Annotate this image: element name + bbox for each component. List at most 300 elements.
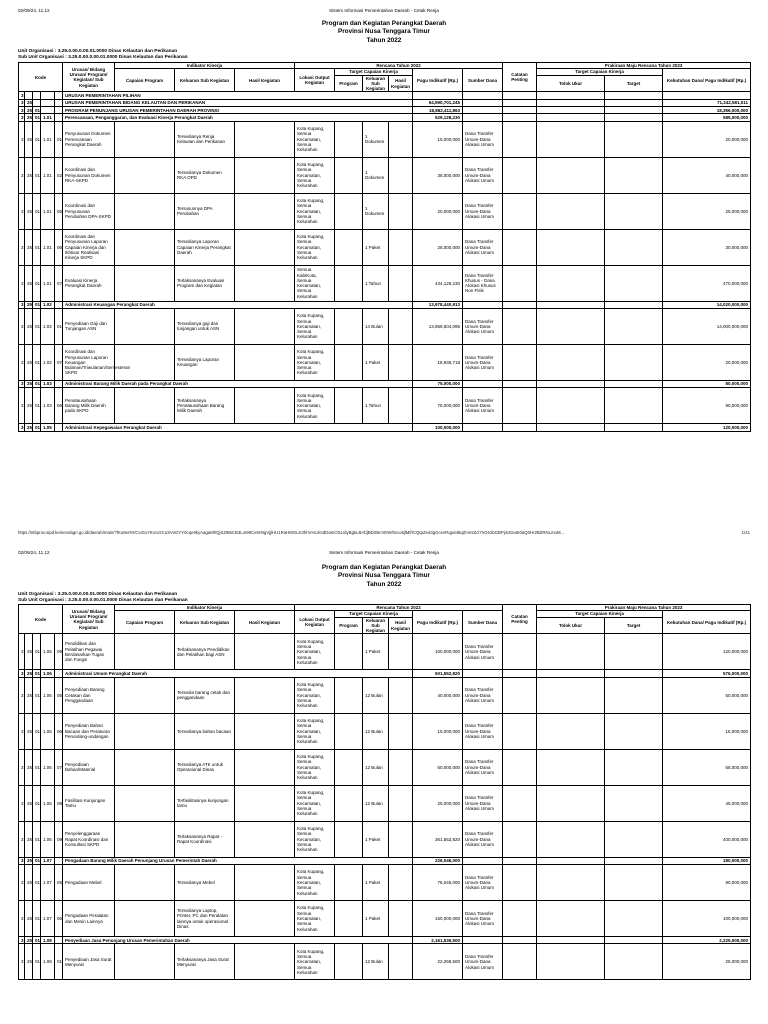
pagu-cell: 529,128,230 [413, 114, 463, 121]
program-table [18, 62, 751, 432]
target-keluaran-cell: 12 Bulan [363, 677, 389, 713]
col-pagu: Pagu Indikatif (Rp.) [413, 69, 463, 92]
kebutuhan-cell: 14,020,000,000 [663, 301, 751, 308]
kode-cell [55, 424, 63, 431]
kode-cell: 05 [55, 865, 63, 901]
pagu-cell: 75,000,000 [413, 380, 463, 387]
kode-cell: 25 [25, 424, 33, 431]
table-row [19, 713, 751, 749]
kebutuhan-cell: 18,356,000,000 [663, 107, 751, 114]
keluaran-cell: Terlaksananya Penatausahaan Barang Milik Daerah [175, 388, 235, 424]
kebutuhan-cell: 2,225,000,000 [663, 937, 751, 944]
document-page-2 [0, 542, 768, 1024]
kode-cell: 1.06 [41, 749, 55, 785]
kegiatan-name: Penyusunan Dokumen Perencanaan Perangkat Daerah [63, 121, 115, 157]
table-row [19, 821, 751, 857]
kode-cell: 3 [19, 749, 25, 785]
keluaran-cell: Tersedianya gaji dan tunjangan untuk ASN [175, 308, 235, 344]
keluaran-cell: Tersedianya Laporan Capaian Kinerja Perangkat Daerah [175, 229, 235, 265]
kode-cell: 25 [25, 301, 33, 308]
kode-cell: 25 [25, 114, 33, 121]
target-keluaran-cell: 12 Bulan [363, 713, 389, 749]
kebutuhan-cell: 120,000,000 [663, 634, 751, 670]
kode-cell: 1.07 [41, 901, 55, 937]
footer-url[interactable]: https://ntbprov.sipd.kemendagri.go.id/daerah/main/?fKu8erNVCUGo7KroUzCuSVoGYY0cqe9kyAagaMhQjSZ9t6CB3LoI99Ce5r9IgVjjlHU1RaHMGLK3hhVHLrkndDamOSL/dyBgkLBAb]BDZBcVEW/8xco6jlMf/ICQtpZed3gGcevRqp/e8tqZmmtZcl7nG61bGBPj4cIDu6I0aQ0Hr2BZRNLmuM... [18, 530, 565, 535]
keluaran-cell: Terlaksananya Pendidikan dan Pelatihan bagi ASN [175, 634, 235, 670]
kode-cell: 06 [55, 388, 63, 424]
sumber-dana-cell: Dana Transfer Umum-Dana Alokasi Umum [463, 785, 503, 821]
kode-cell: 3 [19, 713, 25, 749]
keluaran-cell: Terfasilitasinya kunjungan tamu [175, 785, 235, 821]
col-prakiraan: Prakiraan Maju Rencana Tahun 2023 [537, 63, 751, 69]
kode-cell: 3 [19, 114, 25, 121]
print-app-title: Sistem Informasi Pemerintahan Daerah - Cetak Renja [329, 8, 439, 13]
sumber-dana-cell: Dana Transfer Umum-Dana Alokasi Umum [463, 229, 503, 265]
kode-cell: 3 [19, 388, 25, 424]
kode-cell: 25 [25, 937, 33, 944]
target-keluaran-cell: 1 Paket [363, 229, 389, 265]
kode-cell: 3 [19, 308, 25, 344]
kode-cell: 3 [19, 865, 25, 901]
lokasi-cell: Kota Kupang, Semua Kecamatan, Semua Kelurahan [295, 157, 335, 193]
kode-cell: 06 [55, 901, 63, 937]
table-row [19, 92, 751, 99]
sumber-dana-cell: Dana Transfer Umum-Dana Alokasi Umum [463, 901, 503, 937]
sumber-dana-cell: Dana Transfer Umum-Dana Alokasi Umum [463, 308, 503, 344]
kebutuhan-cell: 71,242,581,011 [663, 99, 751, 106]
col-lokasi: Lokasi Output Kegiatan [295, 611, 335, 634]
kode-cell: 3 [19, 670, 25, 677]
kode-cell: 25 [25, 265, 33, 301]
kebutuhan-cell: 50,000,000 [663, 677, 751, 713]
col-urusan: Urusan/ Bidang Urusan/ Program/ Kegiatan/ Sub Kegiatan [63, 605, 115, 634]
kode-cell: 01 [33, 424, 41, 431]
col-keluaran: Keluaran Sub Kegiatan [363, 75, 389, 92]
col-kebutuhan: Kebutuhan Dana/ Pagu Indikatif (Rp.) [663, 611, 751, 634]
heading-name: Administrasi Kepegawaian Perangkat Daerah [63, 424, 413, 431]
kode-cell: 3 [19, 857, 25, 864]
keluaran-cell: Terlaksananya Rapat - Rapat Koordinasi [175, 821, 235, 857]
col-catatan: Catatan Penting [503, 605, 537, 634]
kebutuhan-cell: 30,000,000 [663, 229, 751, 265]
footer-page-number: 1/41 [741, 530, 750, 535]
kode-cell [41, 107, 55, 114]
kode-cell: 01 [33, 114, 41, 121]
table-row [19, 424, 751, 431]
table-row [19, 865, 751, 901]
kode-cell: 01 [33, 265, 41, 301]
pagu-cell: 54,590,701,245 [413, 99, 463, 106]
kebutuhan-cell: 25,000,000 [663, 193, 751, 229]
kode-cell: 1.01 [41, 265, 55, 301]
table-row [19, 380, 751, 387]
col-program: Program [335, 617, 363, 634]
heading-name: URUSAN PEMERINTAHAN BIDANG KELAUTAN DAN PERIKANAN [63, 99, 413, 106]
keluaran-cell: Terlaksananya Evaluasi Program dan Kegiatan [175, 265, 235, 301]
pagu-cell: 60,000,000 [413, 749, 463, 785]
col-hasil: Hasil Kegiatan [235, 69, 295, 92]
sumber-dana-cell: Dana Transfer Umum-Dana Alokasi Umum [463, 944, 503, 980]
keluaran-cell: Tersedia barang cetak dan penggandaan [175, 677, 235, 713]
document-title: Program dan Kegiatan Perangkat Daerah Provinsi Nusa Tenggara Timur Tahun 2022 [321, 564, 447, 588]
col-capaian: Capaian Program [115, 611, 175, 634]
kode-cell: 06 [55, 713, 63, 749]
table-row [19, 944, 751, 980]
kode-cell: 25 [25, 944, 33, 980]
target-keluaran-cell: 12 Bulan [363, 785, 389, 821]
col-target-value: Target [605, 617, 663, 634]
kode-cell: 25 [25, 865, 33, 901]
kode-cell: 25 [25, 107, 33, 114]
lokasi-cell: Kota Kupang, Semua Kecamatan, Semua Kelurahan [295, 749, 335, 785]
kode-cell: 25 [25, 121, 33, 157]
kegiatan-name: Pendidikan dan Pelatihan Pegawai Berdasarkan Tugas dan Fungsi [63, 634, 115, 670]
col-sumber: Sumber Dana [463, 611, 503, 634]
kode-cell: 01 [33, 901, 41, 937]
kebutuhan-cell: 14,000,000,000 [663, 308, 751, 344]
kebutuhan-cell: 80,000,000 [663, 380, 751, 387]
table-row [19, 265, 751, 301]
kebutuhan-cell: 576,000,000 [663, 670, 751, 677]
col-tolok-ukur: Tolok Ukur [537, 617, 605, 634]
kode-cell: 25 [25, 634, 33, 670]
col-hasil-kegiatan: Hasil Kegiatan [389, 75, 413, 92]
target-keluaran-cell: 1 Paket [363, 634, 389, 670]
kode-cell: 1.05 [41, 634, 55, 670]
kode-cell: 25 [25, 229, 33, 265]
kegiatan-name: Koordinasi dan Penyusunan Laporan Capaian Kinerja dan Ikhtisar Realisasi Kinerja SKPD [63, 229, 115, 265]
kode-cell: 01 [33, 670, 41, 677]
kode-cell: 3 [19, 265, 25, 301]
kebutuhan-cell: 16,000,000 [663, 713, 751, 749]
col-pagu: Pagu Indikatif (Rp.) [413, 611, 463, 634]
col-prakiraan: Prakiraan Maju Rencana Tahun 2023 [537, 605, 751, 611]
kode-cell: 02 [55, 157, 63, 193]
kode-cell: 3 [19, 424, 25, 431]
lokasi-cell: Semua Kab/Kota, Semua Kecamatan, Semua Kelurahan [295, 265, 335, 301]
kode-cell: 01 [33, 857, 41, 864]
kode-cell: 01 [33, 157, 41, 193]
kode-cell [55, 99, 63, 106]
col-program: Program [335, 75, 363, 92]
col-target: Target Capaian Kinerja [335, 611, 413, 617]
col-indikator: Indikator Kinerja [115, 605, 295, 611]
target-keluaran-cell: 1 Tahun [363, 265, 389, 301]
kode-cell: 25 [25, 670, 33, 677]
heading-name: URUSAN PEMERINTAHAN PILIHAN [63, 92, 413, 99]
kebutuhan-cell: 400,000,000 [663, 821, 751, 857]
kode-cell: 1.01 [41, 229, 55, 265]
kegiatan-name: Penyediaan Barang Cetakan dan Penggandaan [63, 677, 115, 713]
target-keluaran-cell: 1 Paket [363, 865, 389, 901]
target-keluaran-cell: 14 Bulan [363, 308, 389, 344]
page-footer [18, 530, 750, 535]
kode-cell [55, 670, 63, 677]
col-hasil: Hasil Kegiatan [235, 611, 295, 634]
table-row [19, 857, 751, 864]
lokasi-cell: Kota Kupang, Semua Kecamatan, Semua Kelurahan [295, 821, 335, 857]
lokasi-cell: Kota Kupang, Semua Kecamatan, Semua Kelurahan [295, 344, 335, 380]
pagu-cell: 35,000,000 [413, 157, 463, 193]
kode-cell: 05 [55, 677, 63, 713]
kode-cell: 1.02 [41, 308, 55, 344]
pagu-cell: 20,000,000 [413, 193, 463, 229]
keluaran-cell: Tersedianya Laporan Keuangan [175, 344, 235, 380]
heading-name: Penyediaan Jasa Penunjang Urusan Pemerintahan Daerah [63, 937, 413, 944]
kode-cell: 25 [25, 380, 33, 387]
kode-cell: 07 [55, 749, 63, 785]
col-target-2023: Target Capaian Kinerja [537, 69, 663, 75]
kode-cell: 1.02 [41, 301, 55, 308]
kegiatan-name: Penyediaan Jasa Surat Menyurat [63, 944, 115, 980]
kebutuhan-cell: 470,000,000 [663, 265, 751, 301]
pagu-cell: 226,046,000 [413, 857, 463, 864]
col-kebutuhan: Kebutuhan Dana/ Pagu Indikatif (Rp.) [663, 69, 751, 92]
pagu-cell: 100,000,000 [413, 424, 463, 431]
kebutuhan-cell: 20,000,000 [663, 121, 751, 157]
table-row [19, 107, 751, 114]
kode-cell: 01 [33, 388, 41, 424]
lokasi-cell: Kota Kupang, Semua Kecamatan, Semua Kelurahan [295, 634, 335, 670]
table-row [19, 121, 751, 157]
target-keluaran-cell: 1 Dokumen [363, 193, 389, 229]
kode-cell: 25 [25, 308, 33, 344]
kode-cell: 1.08 [41, 937, 55, 944]
heading-name: Pengadaan Barang Milik Daerah Penunjang Urusan Pemerintah Daerah [63, 857, 413, 864]
col-keluaran: Keluaran Sub Kegiatan [363, 617, 389, 634]
kode-cell: 25 [25, 99, 33, 106]
col-kode: Kode [19, 63, 63, 92]
kode-cell: 3 [19, 121, 25, 157]
kode-cell: 1.02 [41, 344, 55, 380]
heading-name: PROGRAM PENUNJANG URUSAN PEMERINTAHAN DAERAH PROVINSI [63, 107, 413, 114]
kegiatan-name: Penyelenggaraan Rapat Koordinasi dan Konsultasi SKPD [63, 821, 115, 857]
kode-cell: 1.07 [41, 865, 55, 901]
kode-cell: 25 [25, 157, 33, 193]
kode-cell: 01 [33, 308, 41, 344]
table-row [19, 193, 751, 229]
keluaran-cell: Tersedianya Renja Kelautan dan Perikanan [175, 121, 235, 157]
kode-cell: 1.07 [41, 857, 55, 864]
kode-cell: 01 [33, 107, 41, 114]
kode-cell: 25 [25, 193, 33, 229]
kode-cell: 3 [19, 99, 25, 106]
program-table [18, 604, 751, 980]
keluaran-cell: Terlaksananya Jasa Surat Menyurat [175, 944, 235, 980]
kode-cell: 25 [25, 821, 33, 857]
target-keluaran-cell: 1 Paket [363, 901, 389, 937]
sumber-dana-cell: Dana Transfer Khusus - Dana Alokasi Khusus Non Fisik [463, 265, 503, 301]
lokasi-cell: Kota Kupang, Semua Kecamatan, Semua Kelurahan [295, 901, 335, 937]
sumber-dana-cell: Dana Transfer Umum-Dana Alokasi Umum [463, 677, 503, 713]
kode-cell: 01 [33, 301, 41, 308]
kegiatan-name: Penatausahaan Barang Milik Daerah pada SKPD [63, 388, 115, 424]
kode-cell: 1.08 [41, 944, 55, 980]
kode-cell: 3 [19, 937, 25, 944]
col-keluaran-sub: Keluaran Sub Kegiatan [175, 611, 235, 634]
keluaran-cell: Tersusunnya DPA Perubahan [175, 193, 235, 229]
col-rencana: Rencana Tahun 2022 [295, 63, 503, 69]
kode-cell: 01 [33, 344, 41, 380]
lokasi-cell: Kota Kupang, Semua Kecamatan, Semua Kelurahan [295, 308, 335, 344]
pagu-cell: 40,000,000 [413, 677, 463, 713]
kode-cell [55, 380, 63, 387]
kegiatan-name: Koordinasi dan Penyusunan Laporan Keuangan Bulanan/Triwulanan/Semesteran SKPD [63, 344, 115, 380]
pagu-cell: 76,046,000 [413, 865, 463, 901]
kode-cell: 1.01 [41, 157, 55, 193]
kegiatan-name: Koordinasi dan Penyusunan Dokumen RKA-SKPD [63, 157, 115, 193]
kebutuhan-cell: 40,000,000 [663, 157, 751, 193]
kode-cell: 01 [33, 749, 41, 785]
kebutuhan-cell: 585,000,000 [663, 114, 751, 121]
table-row [19, 388, 751, 424]
kode-cell: 3 [19, 944, 25, 980]
kebutuhan-cell: 100,000,000 [663, 901, 751, 937]
sumber-dana-cell: Dana Transfer Umum-Dana Alokasi Umum [463, 865, 503, 901]
kode-cell: 25 [25, 677, 33, 713]
kode-cell: 25 [25, 749, 33, 785]
heading-name: Perencanaan, Penganggaran, dan Evaluasi Kinerja Perangkat Daerah [63, 114, 413, 121]
kode-cell: 3 [19, 901, 25, 937]
kode-cell: 01 [33, 713, 41, 749]
kode-cell: 3 [19, 785, 25, 821]
kode-cell: 01 [33, 229, 41, 265]
col-kode: Kode [19, 605, 63, 634]
sumber-dana-cell: Dana Transfer Umum-Dana Alokasi Umum [463, 749, 503, 785]
kode-cell: 01 [33, 785, 41, 821]
col-urusan: Urusan/ Bidang Urusan/ Program/ Kegiatan/ Sub Kegiatan [63, 63, 115, 92]
kode-cell: 3 [19, 107, 25, 114]
col-rencana: Rencana Tahun 2022 [295, 605, 503, 611]
pagu-cell: 25,000,000 [413, 785, 463, 821]
table-row [19, 785, 751, 821]
pagu-cell: 13,978,440,913 [413, 301, 463, 308]
kode-cell: 09 [55, 821, 63, 857]
table-row [19, 344, 751, 380]
kebutuhan-cell: 80,000,000 [663, 388, 751, 424]
kegiatan-name: Pengadaan Mebel [63, 865, 115, 901]
kode-cell: 06 [55, 229, 63, 265]
table-row [19, 114, 751, 121]
sumber-dana-cell: Dana Transfer Umum-Dana Alokasi Umum [463, 388, 503, 424]
col-capaian: Capaian Program [115, 69, 175, 92]
table-row [19, 99, 751, 106]
kode-cell: 01 [33, 121, 41, 157]
kegiatan-name: Koordinasi dan Penyusunan Perubahan DPA-SKPD [63, 193, 115, 229]
table-row [19, 937, 751, 944]
lokasi-cell: Kota Kupang, Semua Kecamatan, Semua Kelurahan [295, 677, 335, 713]
heading-name: Administrasi Keuangan Perangkat Daerah [63, 301, 413, 308]
kode-cell [55, 301, 63, 308]
kode-cell: 25 [25, 344, 33, 380]
pagu-cell: 434,128,230 [413, 265, 463, 301]
kode-cell [55, 937, 63, 944]
target-keluaran-cell: 1 Paket [363, 344, 389, 380]
col-tolok-ukur: Tolok Ukur [537, 75, 605, 92]
table-row [19, 677, 751, 713]
kode-cell: 05 [55, 193, 63, 229]
pagu-cell: 75,000,000 [413, 388, 463, 424]
pagu-cell [413, 92, 463, 99]
kode-cell: 01 [55, 944, 63, 980]
kegiatan-name: Penyediaan Bahan Bacaan dan Peraturan Perundang-undangan [63, 713, 115, 749]
kode-cell: 01 [55, 121, 63, 157]
pagu-cell: 18,862,411,863 [413, 107, 463, 114]
kode-cell: 3 [19, 821, 25, 857]
col-indikator: Indikator Kinerja [115, 63, 295, 69]
lokasi-cell: Kota Kupang, Semua Kecamatan, Semua Kelurahan [295, 193, 335, 229]
table-row [19, 157, 751, 193]
pagu-cell: 100,000,000 [413, 634, 463, 670]
pagu-cell: 15,000,000 [413, 121, 463, 157]
kode-cell [41, 99, 55, 106]
kode-cell: 25 [25, 901, 33, 937]
col-sumber: Sumber Dana [463, 69, 503, 92]
kebutuhan-cell: 65,000,000 [663, 749, 751, 785]
pagu-cell: 25,000,000 [413, 229, 463, 265]
target-keluaran-cell: 1 Dokumen [363, 157, 389, 193]
lokasi-cell: Kota Kupang, Semua Kecamatan, Semua Kelurahan [295, 944, 335, 980]
kode-cell [55, 114, 63, 121]
sumber-dana-cell: Dana Transfer Umum-Dana Alokasi Umum [463, 157, 503, 193]
kegiatan-name: Pengadaan Peralatan dan Mesin Lainnya [63, 901, 115, 937]
pagu-cell: 15,000,000 [413, 713, 463, 749]
kode-cell [41, 92, 55, 99]
lokasi-cell: Kota Kupang, Semua Kecamatan, Semua Kelurahan [295, 713, 335, 749]
keluaran-cell: Tersedianya Dokumen RKA OPD [175, 157, 235, 193]
org-unit: Unit Organisasi : 3.25.0.00.0.00.01.0000 Dinas Kelautan dan Perikanan Sub Unit Organisasi : 3.25.0.00.0.00.01.0000 Dinas Kelautan dan Perikanan [18, 49, 188, 60]
lokasi-cell: Kota Kupang, Semua Kecamatan, Semua Kelurahan [295, 229, 335, 265]
kode-cell: 01 [33, 821, 41, 857]
kegiatan-name: Penyediaan Bahan/Material [63, 749, 115, 785]
pagu-cell: 13,959,504,095 [413, 308, 463, 344]
kode-cell: 25 [25, 388, 33, 424]
col-target: Target Capaian Kinerja [335, 69, 413, 75]
document-title: Program dan Kegiatan Perangkat Daerah Provinsi Nusa Tenggara Timur Tahun 2022 [321, 20, 447, 44]
kebutuhan-cell: 45,000,000 [663, 785, 751, 821]
kode-cell: 25 [25, 713, 33, 749]
target-keluaran-cell: 12 Bulan [363, 944, 389, 980]
print-app-title: Sistem Informasi Pemerintahan Daerah - Cetak Renja [329, 550, 439, 555]
col-hasil-kegiatan: Hasil Kegiatan [389, 617, 413, 634]
org-unit: Unit Organisasi : 3.25.0.00.0.00.01.0000 Dinas Kelautan dan Perikanan Sub Unit Organisasi : 3.25.0.00.0.00.01.0000 Dinas Kelautan dan Perikanan [18, 592, 188, 603]
kebutuhan-cell: 180,000,000 [663, 857, 751, 864]
kode-cell: 07 [55, 344, 63, 380]
sumber-dana-cell: Dana Transfer Umum-Dana Alokasi Umum [463, 344, 503, 380]
kode-cell: 1.06 [41, 785, 55, 821]
heading-name: Administrasi Barang Milik Daerah pada Perangkat Daerah [63, 380, 413, 387]
keluaran-cell: Tersedianya Laptop, Printer, PC dan Peralatan lainnya untuk operasional Dinas [175, 901, 235, 937]
kode-cell [33, 99, 41, 106]
table-row [19, 229, 751, 265]
kode-cell: 1.06 [41, 677, 55, 713]
kode-cell: 1.01 [41, 121, 55, 157]
table-row [19, 901, 751, 937]
heading-name: Administrasi Umum Perangkat Daerah [63, 670, 413, 677]
kebutuhan-cell: 80,000,000 [663, 865, 751, 901]
kode-cell [55, 107, 63, 114]
table-row [19, 634, 751, 670]
kode-cell: 1.03 [41, 388, 55, 424]
pagu-cell: 501,552,820 [413, 670, 463, 677]
table-row [19, 749, 751, 785]
kegiatan-name: Penyediaan Gaji dan Tunjangan ASN [63, 308, 115, 344]
kode-cell: 1.03 [41, 380, 55, 387]
kode-cell: 3 [19, 380, 25, 387]
target-keluaran-cell: 1 Dokumen [363, 121, 389, 157]
col-keluaran-sub: Keluaran Sub Kegiatan [175, 69, 235, 92]
col-target-2023: Target Capaian Kinerja [537, 611, 663, 617]
